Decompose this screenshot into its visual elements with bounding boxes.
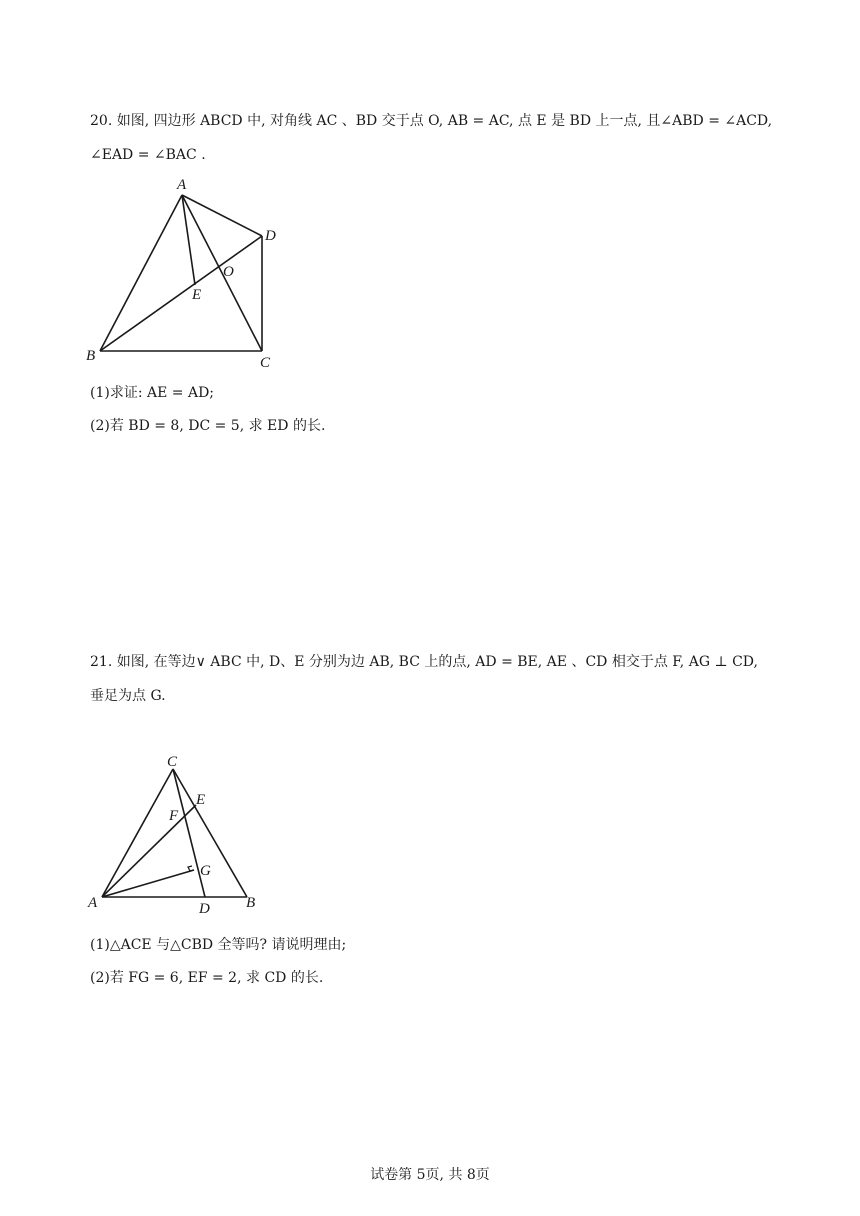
q21-figure — [84, 750, 274, 924]
q20-stem-line2: ∠EAD = ∠BAC . — [90, 147, 206, 163]
label-F: F — [169, 808, 179, 824]
page-footer: 试卷第 5页, 共 8页 — [370, 1167, 490, 1183]
right-angle-mark — [188, 866, 194, 871]
label-E: E — [196, 792, 206, 808]
segment-DA — [182, 195, 262, 236]
label-D: D — [265, 228, 276, 244]
label-B: B — [246, 895, 256, 911]
label-G: G — [200, 863, 211, 879]
q20-part2: (2)若 BD = 8, DC = 5, 求 ED 的长. — [90, 418, 326, 434]
label-E: E — [192, 287, 202, 303]
q21-stem-line2: 垂足为点 G. — [90, 688, 166, 704]
label-D: D — [199, 901, 210, 917]
q21-stem-line1: 21. 如图, 在等边∨ ABC 中, D、E 分别为边 AB, BC 上的点, AD = BE, AE 、CD 相交于点 F, AG ⊥ CD, — [90, 654, 758, 670]
label-C: C — [260, 355, 271, 371]
label-A: A — [177, 177, 187, 193]
diagonal-BD — [100, 236, 262, 351]
label-A: A — [88, 895, 98, 911]
q21-part2: (2)若 FG = 6, EF = 2, 求 CD 的长. — [90, 970, 324, 986]
q20-figure — [84, 172, 294, 376]
q21-part1: (1)△ACE 与△CBD 全等吗? 请说明理由; — [90, 937, 347, 953]
segment-AC — [102, 769, 173, 897]
q20-part1: (1)求证: AE = AD; — [90, 385, 215, 401]
segment-AB — [100, 195, 182, 351]
q20-stem-line1: 20. 如图, 四边形 ABCD 中, 对角线 AC 、BD 交于点 O, AB = AC, 点 E 是 BD 上一点, 且∠ABD = ∠ACD, — [90, 113, 773, 129]
label-B: B — [86, 348, 96, 364]
label-O: O — [223, 264, 234, 280]
label-C: C — [167, 754, 178, 770]
